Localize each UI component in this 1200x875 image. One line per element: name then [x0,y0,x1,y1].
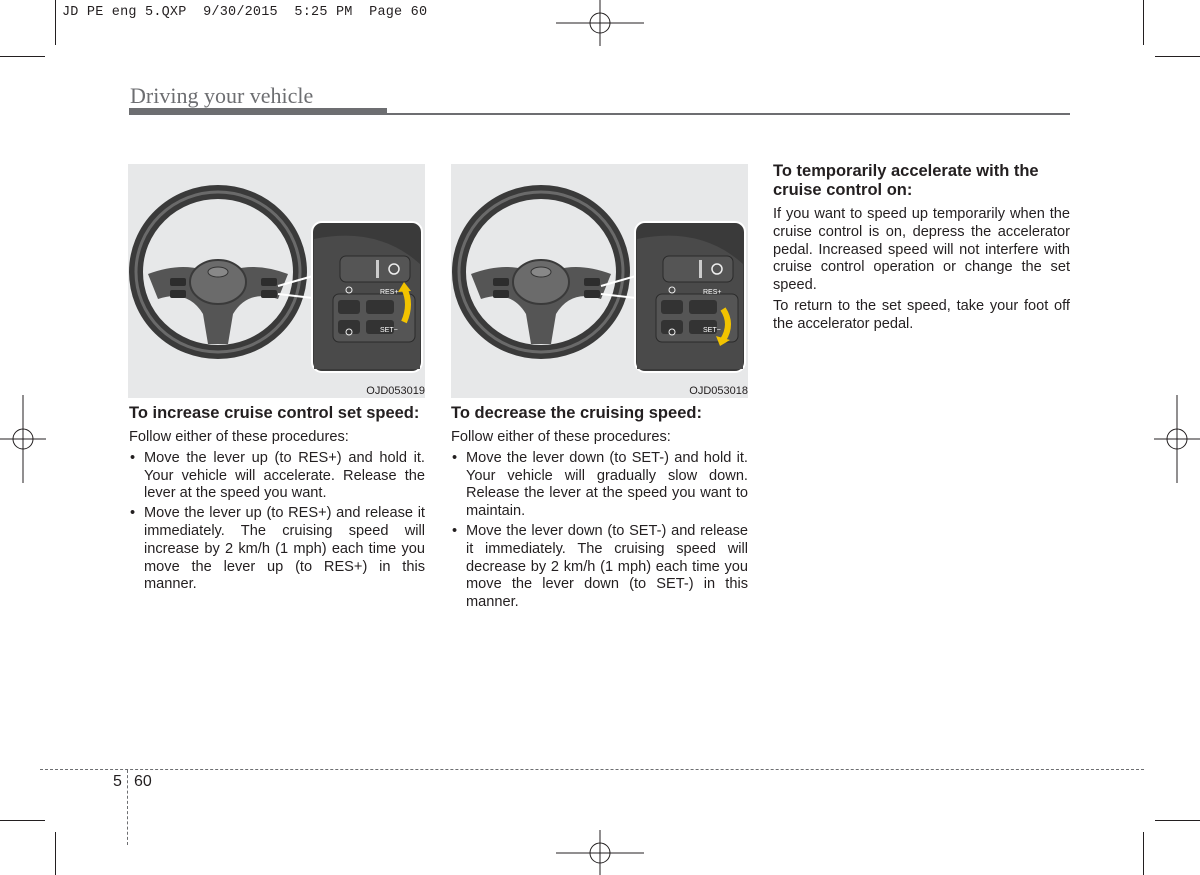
steering-wheel-illustration [451,164,748,398]
bullet-icon: • [130,505,136,522]
res-label: RES+ [703,289,722,296]
bullet-icon: • [452,449,458,466]
crop-mark [0,56,45,57]
footer-rule [40,769,1144,770]
registration-mark-right [1154,395,1200,483]
column-temporary-acceleration [773,162,1070,334]
crop-mark [1155,820,1200,821]
set-label: SET− [703,327,721,334]
crop-mark [0,820,45,821]
registration-mark-left [0,395,46,483]
list-item-text: Move the lever up (to RES+) and hold it. Your vehicle will accelerate. Release the lever at the speed you want. [144,449,425,502]
figure-increase-speed [128,164,425,398]
bullet-icon: • [452,522,458,539]
print-slug: JD PE eng 5.QXP 9/30/2015 5:25 PM Page 60 [62,5,428,20]
bullet-icon: • [130,449,136,466]
procedure-list [451,450,748,612]
crop-mark [55,0,56,45]
heading-increase: To increase cruise control set speed: [129,404,420,422]
crop-mark [1143,832,1144,875]
crop-mark [1143,0,1144,45]
figure-code: OJD053018 [689,385,748,397]
header-rule-thin [387,113,1070,115]
intro-text: Follow either of these procedures: [451,429,671,445]
list-item-text: Move the lever up (to RES+) and release it immediately. The cruising speed will increase by 2 km/h (1 mph) each time you move the lever up (to RES+) in this manner. [144,505,425,593]
footer-divider [127,770,128,845]
crop-mark [1155,56,1200,57]
list-item [451,450,748,521]
list-item-text: Move the lever down (to SET-) and release it immediately. The cruising speed will decrease by 2 km/h (1 mph) each time you move the lever down (to SET-) in this manner. [466,522,748,611]
heading-temporary-acceleration: To temporarily accelerate with the cruise control on: [773,162,1039,199]
paragraph: If you want to speed up temporarily when the cruise control is on, depress the accelerator pedal. Increased speed will not interfere with cruise control operation or change the set speed. [773,206,1070,294]
paragraph: To return to the set speed, take your foot off the accelerator pedal. [773,297,1070,332]
steering-wheel-illustration [128,164,425,398]
crop-mark [55,832,56,875]
section-title: Driving your vehicle [130,83,314,108]
set-label: SET− [380,327,398,334]
header-rule [129,108,387,115]
registration-mark-top [556,0,644,46]
section-number: 5 [113,773,122,790]
column-increase [129,404,425,596]
list-item [451,523,748,612]
list-item-text: Move the lever down (to SET-) and hold it. Your vehicle will gradually slow down. Release the lever at the speed you want to maintain. [466,449,748,520]
page-number: 60 [134,773,152,790]
list-item [129,505,425,594]
res-label: RES+ [380,289,399,296]
figure-code: OJD053019 [366,385,425,397]
list-item [129,450,425,503]
registration-mark-bottom [556,830,644,875]
intro-text: Follow either of these procedures: [129,429,349,445]
figure-decrease-speed [451,164,748,398]
column-decrease [451,404,748,614]
procedure-list [129,450,425,594]
heading-decrease: To decrease the cruising speed: [451,404,702,422]
